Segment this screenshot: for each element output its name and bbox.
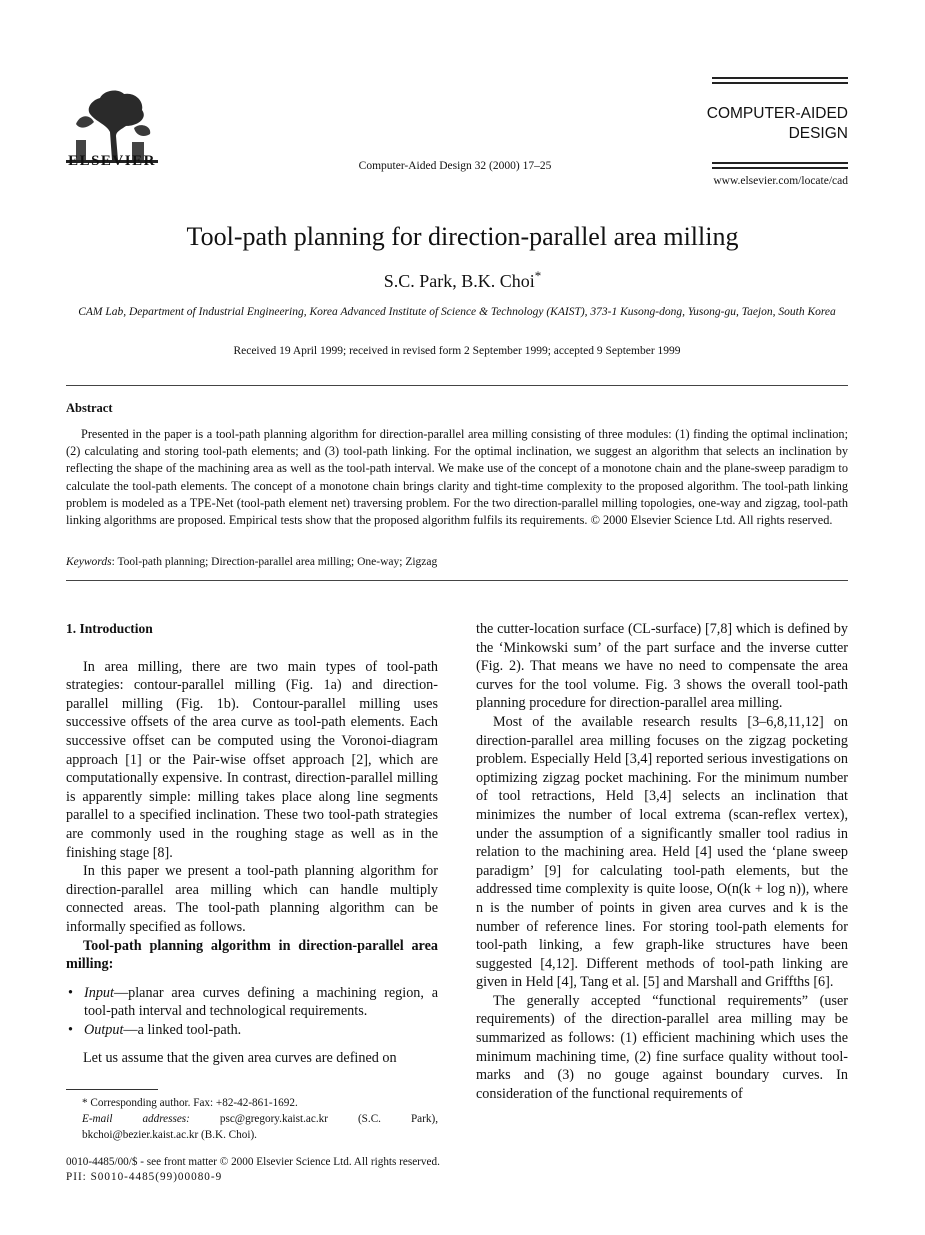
left-column	[66, 620, 438, 1068]
abstract-heading: Abstract	[66, 401, 113, 415]
footnote	[66, 1095, 438, 1143]
footnote-rule	[66, 1089, 158, 1090]
email-note	[66, 1111, 438, 1143]
brand-rule	[712, 167, 848, 169]
paragraph: The generally accepted “functional requirements” (user requirements) of the direction-parallel area milling may be summarized as follows: (1) efficient machining which uses the minimum machining time, (2) fine surface quality without tool-marks and (3) no gouge against boundary curves. In consideration of the functional requirements of	[476, 992, 848, 1102]
paragraph: In this paper we present a tool-path planning algorithm for direction-parallel area milling which can handle multiply connected areas. The tool-path planning algorithm can be informally specified as follows.	[66, 863, 438, 935]
bullet-label: Input	[84, 984, 114, 1001]
brand-rule	[712, 77, 848, 79]
journal-brand-line: DESIGN	[788, 125, 848, 142]
brand-rule	[712, 162, 848, 164]
list-item	[84, 1021, 438, 1040]
paragraph: In area milling, there are two main types of tool-path strategies: contour-parallel milling (Fig. 1a) and direction-parallel milling (Fig. 1b). Contour-parallel milling uses successive offsets of the area curve as tool-path elements. Each successive offset can be computed using the Voronoi-diagram approach [1] or the Pair-wise offset approach [2], which are computationally expensive. In contrast, direction-parallel milling is apparently simple: milling takes place along line segments parallel to a specified inclination. These two tool-path strategies are commonly used in the roughing stage as well as in the finishing stage [8].	[66, 658, 438, 861]
journal-brand	[690, 104, 848, 144]
email-addresses[interactable]: psc@gregory.kaist.ac.kr (S.C. Park), bkchoi@bezier.kaist.ac.kr (B.K. Choi).	[82, 1113, 438, 1141]
copyright-line: 0010-4485/00/$ - see front matter © 2000 Elsevier Science Ltd. All rights reserved.	[66, 1156, 440, 1168]
author-affiliation: CAM Lab, Department of Industrial Engineering, Korea Advanced Institute of Science & Technology (KAIST), 373-1 Kusong-dong, Yusong-gu, Taejon, South Korea	[78, 306, 836, 318]
keywords	[66, 556, 848, 568]
right-column	[476, 620, 848, 1103]
paragraph: Most of the available research results [3–6,8,11,12] on direction-parallel area milling focuses on the zigzag pocketing problem. Especially Held [3,4] reported serious investigations on optimizing zigzag pocket machining. For the minimum number of tool retractions, Held [3,4] selects an inclination that minimizes the number of local extrema (scan-reflex vertex), under the assumption of a significantly smaller tool radius in relation to the machining area. Held [4] used the ‘plane sweep paradigm’ [9] for calculating tool-path elements, but the addressed time complexity is quite loose, O(n(k + log n)), where n is the number of points in given area curves and k is the number of reference lines. For storing tool-path elements for tool-path linking, a few graph-like structures have been suggested [4,12]. Different methods of tool-path linking are given in Held [4], Tang et al. [5] and Marshall and Griffths [6].	[476, 713, 848, 991]
copyright-block	[66, 1155, 586, 1185]
publisher-logo-text: ELSEVIER	[68, 153, 156, 169]
divider	[66, 385, 848, 386]
abstract-text: Presented in the paper is a tool-path planning algorithm for direction-parallel area milling consisting of three modules: (1) finding the optimal inclination; (2) calculating and storing tool-path elements; and (3) tool-path linking. For the optimal inclination, we suggest an algorithm that selects an inclination by reflecting the shape of the machining area as well as the tool-path interval. We make use of the concept of a monotone chain and the plane-sweep paradigm to calculate the tool-path elements. The concept of a monotone chain brings clarity and tight-time complexity to the proposed algorithm. The tool-path linking problem is modeled as a TPE-Net (tool-path element net) traversing problem. For the two direction-parallel milling topologies, one-way and zigzag, tool-path linking algorithms are proposed. Empirical tests show that the proposed algorithm fulfils its requirements. © 2000 Elsevier Science Ltd. All rights reserved.	[66, 427, 848, 528]
pii-line: PII: S0010-4485(99)00080-9	[66, 1171, 223, 1183]
received-dates: Received 19 April 1999; received in revised form 2 September 1999; accepted 9 September 1999	[233, 345, 681, 357]
article-title: Tool-path planning for direction-parallel area milling	[186, 222, 739, 251]
algorithm-heading: Tool-path planning algorithm in direction-parallel area milling:	[66, 937, 438, 973]
journal-url[interactable]: www.elsevier.com/locate/cad	[713, 175, 848, 187]
journal-brand-line: COMPUTER-AIDED	[706, 105, 848, 122]
paragraph: Let us assume that the given area curves are defined on	[83, 1050, 397, 1067]
author-names: S.C. Park, B.K. Choi	[383, 271, 535, 291]
list-item	[84, 984, 438, 1021]
journal-reference: Computer-Aided Design 32 (2000) 17–25	[358, 160, 552, 172]
section-heading: 1. Introduction	[66, 621, 153, 636]
email-label: E-mail addresses:	[82, 1113, 190, 1125]
brand-rule	[712, 82, 848, 84]
keywords-label: Keywords	[66, 556, 112, 568]
bullet-label: Output	[84, 1021, 124, 1038]
bullet-text: —planar area curves defining a machining region, a tool-path interval and technological requirements.	[84, 984, 438, 1020]
bullet-text: —a linked tool-path.	[123, 1021, 242, 1038]
paragraph: the cutter-location surface (CL-surface) [7,8] which is defined by the ‘Minkowski sum’ of the part surface and the inverse cutter (Fig. 2). That means we have no need to compensate the area curves for the tool volume. Fig. 3 shows the overall tool-path planning procedure for direction-parallel area milling.	[476, 621, 848, 712]
article-authors	[60, 268, 865, 292]
keywords-list: : Tool-path planning; Direction-parallel area milling; One-way; Zigzag	[111, 556, 438, 568]
bullet-list	[66, 984, 438, 1040]
divider	[66, 580, 848, 581]
corresponding-author-mark: *	[534, 268, 542, 283]
corresponding-author-note: * Corresponding author. Fax: +82-42-861-1692.	[82, 1097, 298, 1109]
